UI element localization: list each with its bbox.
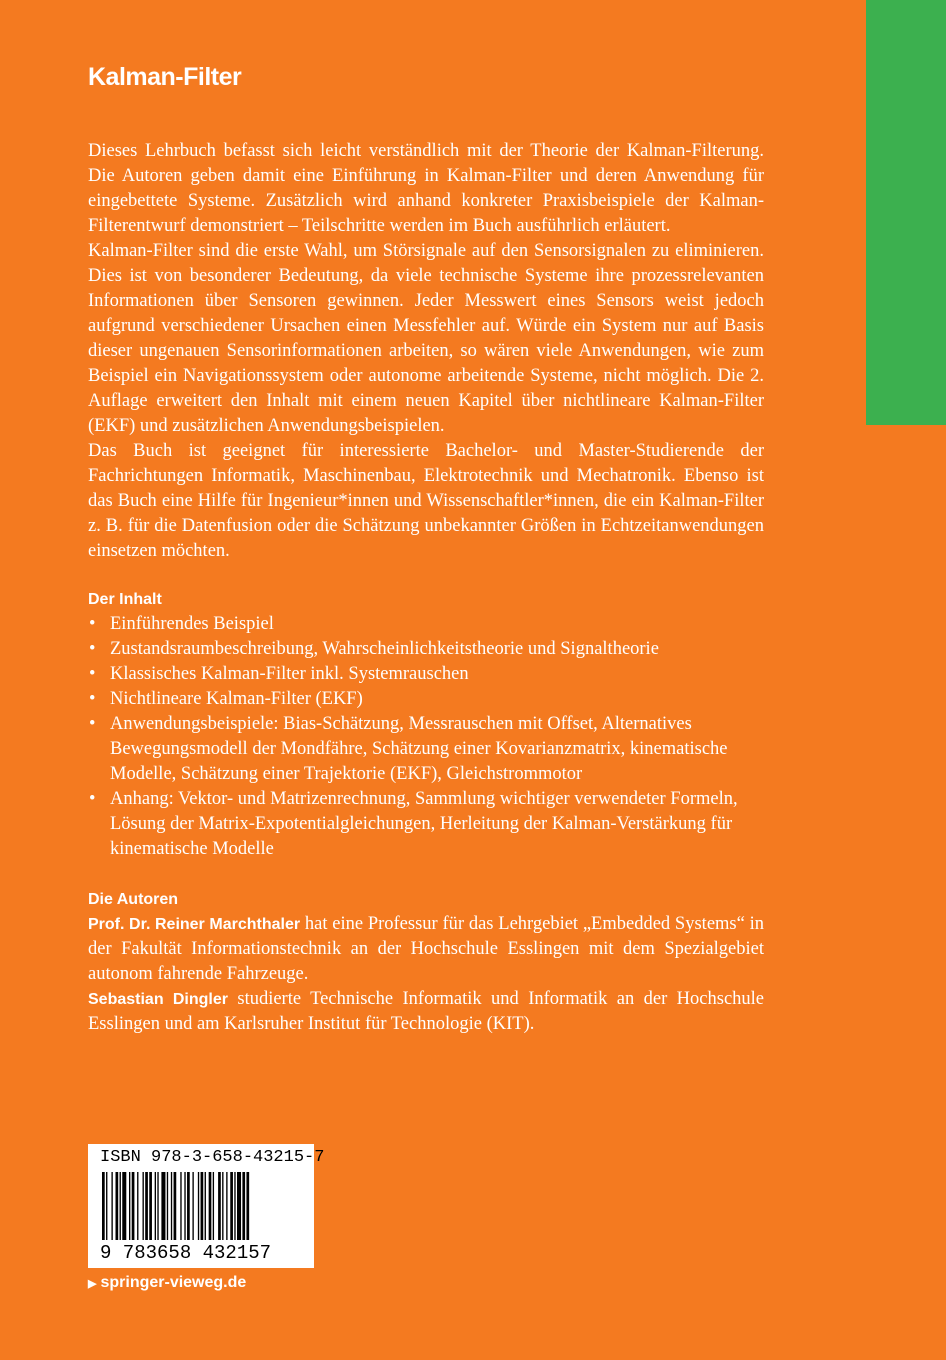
author-text-2: studierte Technische Informatik und Informatik an der Hochschule Esslingen und am Karlsruher Institut für Technologie (KIT). xyxy=(88,989,765,1034)
barcode-bar xyxy=(218,1172,221,1240)
list-item: • Zustandsraumbeschreibung, Wahrscheinlichkeitstheorie und Signaltheorie xyxy=(88,637,764,662)
list-item: • Anhang: Vektor- und Matrizenrechnung, Sammlung wichtiger verwendeter Formeln, Lösung der Matrix-Expotentialgleichungen, Herleitung der Kalman-Verstärkung für kinematische Modelle xyxy=(88,787,764,862)
barcode-bar xyxy=(167,1172,168,1240)
paragraph-audience: Das Buch ist geeignet für interessierte Bachelor- und Master-Studierende der Fachrichtungen Informatik, Maschinenbau, Elektrotechnik und Mechatronik. Ebenso ist das Buch eine Hilfe für Ingenieur*innen und Wissenschaftler*innen, die ein Kalman-Filter z. B. für die Datenfusion oder die Schätzung unbekannter Größen in Echtzeitanwendungen einsetzen möchten. xyxy=(88,441,764,561)
author-name-2: Sebastian Dingler xyxy=(88,991,228,1008)
list-item: • Anwendungsbeispiele: Bias-Schätzung, Messrauschen mit Offset, Alternatives Bewegungsmodell der Mondfähre, Schätzung einer Kovarianzmatrix, kinematische Modelle, Schätzung einer Trajektorie (EKF), Gleichstrommotor xyxy=(88,712,764,787)
barcode-bar xyxy=(120,1172,121,1240)
authors-heading: Die Autoren xyxy=(88,891,179,908)
barcode-bar xyxy=(201,1172,204,1240)
barcode-bar xyxy=(237,1172,241,1240)
blurb-content xyxy=(88,139,764,1037)
barcode-bar xyxy=(137,1172,138,1240)
barcode-bar xyxy=(184,1172,185,1240)
barcode-bar xyxy=(116,1172,119,1240)
barcode-bar xyxy=(143,1172,144,1240)
barcode-bar xyxy=(213,1172,214,1240)
paragraph-intro: Dieses Lehrbuch befasst sich leicht verständlich mit der Theorie der Kalman-Filterung. Die Autoren geben damit eine Einführung in Kalman-Filter und deren Anwendung für eingebettete Systeme. Zusätzlich wird anhand konkreter Praxisbeispiele der Kalman-Filterentwurf demonstriert – Teilschritte werden im Buch ausführlich erläutert. xyxy=(88,141,764,236)
barcode-bar xyxy=(234,1172,235,1240)
barcode-bar xyxy=(129,1172,130,1240)
triangle-right-icon: ▶ xyxy=(88,1277,97,1290)
barcode-bar xyxy=(155,1172,156,1240)
barcode-bar xyxy=(161,1172,165,1240)
barcode-bars xyxy=(102,1172,302,1242)
book-title: Kalman-Filter xyxy=(88,63,242,91)
publisher-url: springer-vieweg.de xyxy=(100,1274,247,1291)
barcode-bar xyxy=(157,1172,158,1240)
barcode-bar xyxy=(205,1172,206,1240)
barcode-bar xyxy=(222,1172,223,1240)
barcode-bar xyxy=(198,1172,199,1240)
barcode-bar xyxy=(209,1172,212,1240)
paragraph-purpose: Kalman-Filter sind die erste Wahl, um Störsignale auf den Sensorsignalen zu eliminieren. Dies ist von besonderer Bedeutung, da viele technische Systeme ihre prozessrelevanten Informationen über Sensoren gewinnen. Jeder Messwert eines Sensors weist jedoch aufgrund verschiedener Ursachen einen Messfehler auf. Würde ein System nur auf Basis dieser ungenauen Sensorinformationen arbeiten, so wären viele Anwendungen, wie zum Beispiel ein Navigationssystem oder autonome arbeitende Systeme, nicht möglich. Die 2. Auflage erweitert den Inhalt mit einem neuen Kapitel über nichtlineare Kalman-Filter (EKF) und zusätzlichen Anwendungsbeispielen. xyxy=(88,241,764,436)
isbn-barcode xyxy=(88,1144,325,1268)
barcode-bar xyxy=(122,1172,126,1240)
isbn-label: ISBN 978-3-658-43215-7 xyxy=(100,1148,325,1167)
author-name-1: Prof. Dr. Reiner Marchthaler xyxy=(88,916,301,933)
barcode-bar xyxy=(145,1172,148,1240)
publisher-link[interactable] xyxy=(88,1274,246,1292)
author-text-1: hat eine Professur für das Lehrgebiet „Embedded Systems“ in der Fakultät Informationstechnik an der Hochschule Esslingen mit dem Spezialgebiet autonom fahrende Fahrzeuge. xyxy=(88,914,764,984)
barcode-bar xyxy=(242,1172,245,1240)
barcode-bar xyxy=(230,1172,233,1240)
barcode-bar xyxy=(192,1172,193,1240)
barcode-bar xyxy=(171,1172,172,1240)
barcode-digits: 9 783658 432157 xyxy=(100,1242,272,1264)
barcode-bar xyxy=(102,1172,105,1240)
barcode-bar xyxy=(226,1172,227,1240)
green-accent-band xyxy=(866,0,946,425)
barcode-bar xyxy=(106,1172,107,1240)
list-item: • Einführendes Beispiel xyxy=(88,612,764,637)
barcode-bar xyxy=(246,1172,249,1240)
contents-list xyxy=(88,612,764,862)
barcode-bar xyxy=(149,1172,152,1240)
list-item: • Klassisches Kalman-Filter inkl. Systemrauschen xyxy=(88,662,764,687)
list-item: • Nichtlineare Kalman-Filter (EKF) xyxy=(88,687,764,712)
barcode-bar xyxy=(132,1172,135,1240)
author-bio-1 xyxy=(88,912,764,987)
barcode-bar xyxy=(174,1172,177,1240)
barcode-bar xyxy=(111,1172,112,1240)
contents-heading: Der Inhalt xyxy=(88,591,162,608)
author-bio-2 xyxy=(88,987,764,1037)
barcode-bar xyxy=(187,1172,190,1240)
barcode-bar xyxy=(180,1172,181,1240)
